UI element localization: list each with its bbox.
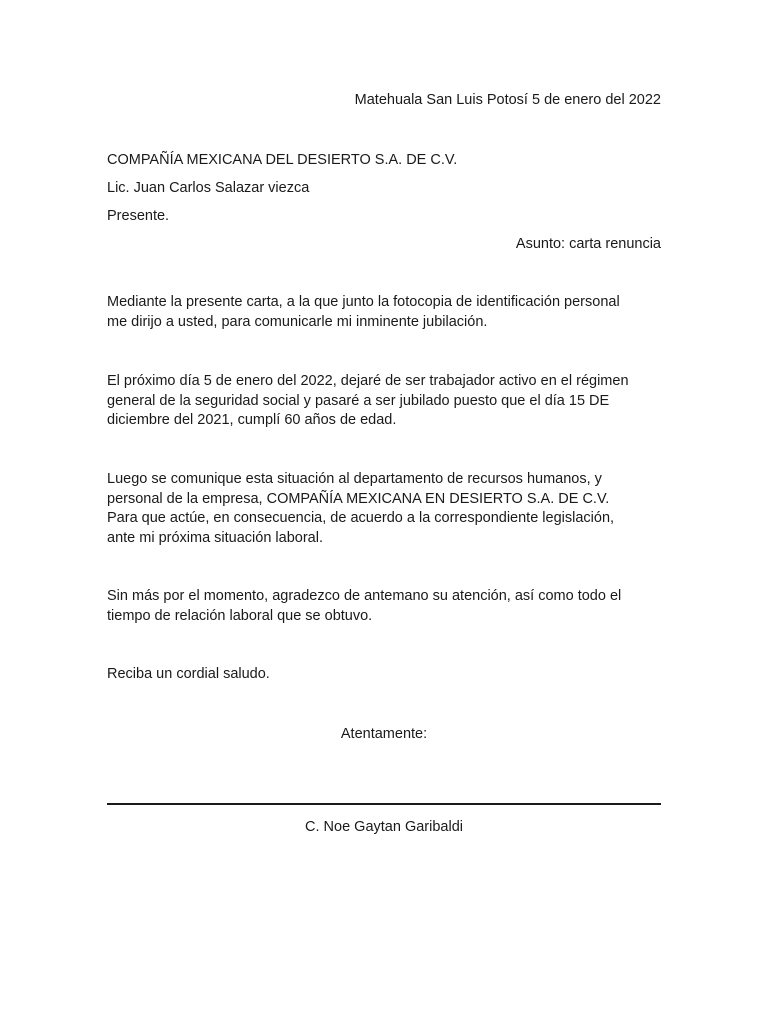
paragraph-2 [107,372,667,431]
paragraph-line: Reciba un cordial saludo. [107,666,270,682]
closing: Atentamente: [340,726,428,742]
subject-line: Asunto: carta renuncia [515,236,661,252]
recipient-name: Lic. Juan Carlos Salazar viezca [107,180,310,196]
signature-line [107,803,661,805]
paragraph-line: tiempo de relación laboral que se obtuvo. [107,607,373,624]
paragraph-line: Luego se comunique esta situación al departamento de recursos humanos, y [107,471,602,487]
paragraph-line: ante mi próxima situación laboral. [107,529,323,546]
paragraph-3 [107,470,667,548]
paragraph-1 [107,293,667,332]
paragraph-4 [107,587,667,626]
signer-name: C. Noe Gaytan Garibaldi [305,819,463,835]
salutation: Presente. [107,208,170,224]
paragraph-line: me dirijo a usted, para comunicarle mi inminente jubilación. [107,313,488,330]
paragraph-line: general de la seguridad social y pasaré a ser jubilado puesto que el día 15 DE [107,392,610,409]
paragraph-line: Para que actúe, en consecuencia, de acuerdo a la correspondiente legislación, [107,510,615,526]
paragraph-line: diciembre del 2021, cumplí 60 años de edad. [107,412,397,428]
paragraph-line: personal de la empresa, COMPAÑÍA MEXICANA EN DESIERTO S.A. DE C.V. [107,490,610,507]
company-name: COMPAÑÍA MEXICANA DEL DESIERTO S.A. DE C.V. [107,152,458,168]
paragraph-line: Sin más por el momento, agradezco de antemano su atención, así como todo el [107,588,622,604]
paragraph-5 [107,665,667,685]
paragraph-line: Mediante la presente carta, a la que junto la fotocopia de identificación personal [107,294,620,310]
paragraph-line: El próximo día 5 de enero del 2022, dejaré de ser trabajador activo en el régimen [107,373,629,389]
place-date: Matehuala San Luis Potosí 5 de enero del 2022 [354,92,661,108]
